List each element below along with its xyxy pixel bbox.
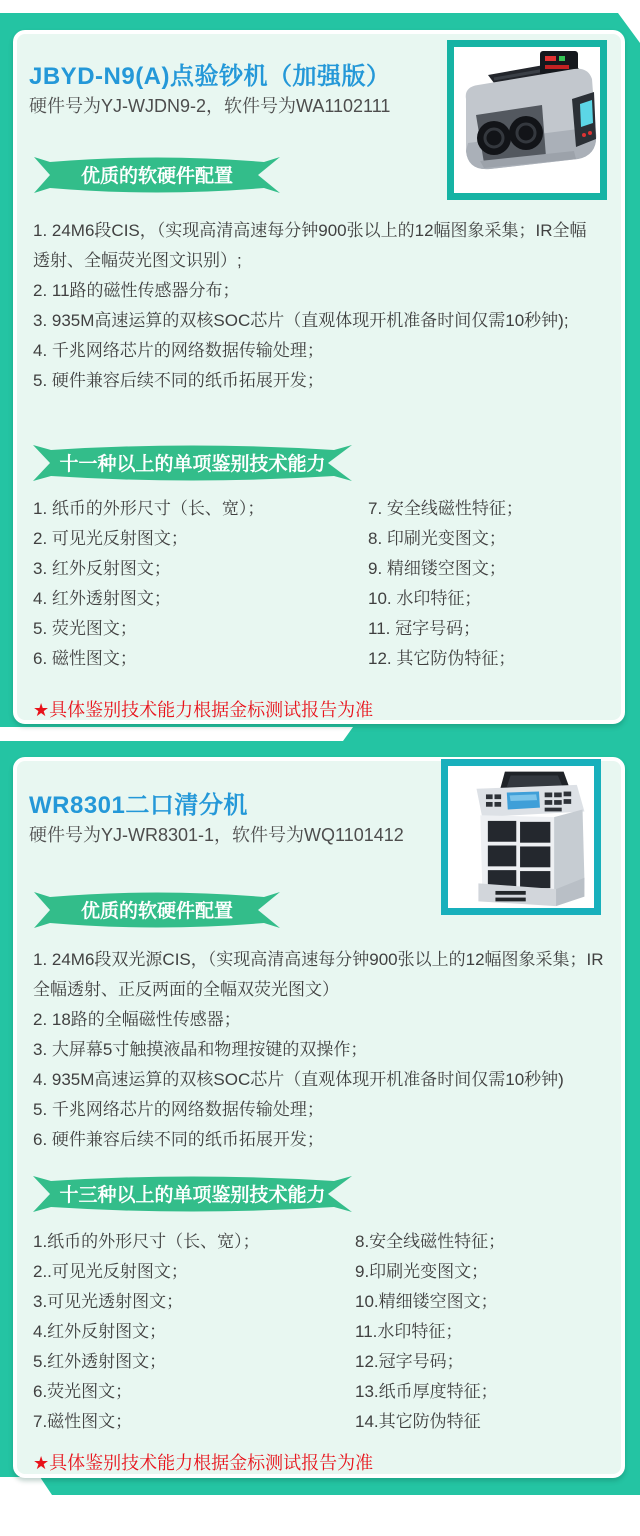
list-item: 14.其它防伪特征 (355, 1412, 481, 1431)
product-photo-frame (447, 40, 607, 200)
list-item: 4.红外反射图文； (33, 1322, 167, 1341)
list-item: 10.精细镂空图文； (355, 1292, 498, 1311)
config-ribbon (32, 152, 282, 198)
config-list (33, 945, 607, 1155)
currency-sorter-image (448, 766, 594, 908)
product-title: WR8301二口清分机 (29, 792, 248, 819)
tech-list-left (33, 1227, 355, 1437)
config-list (33, 216, 595, 396)
tech-ribbon-label: 十一种以上的单项鉴别技术能力 (59, 453, 326, 475)
list-item: 6.荧光图文； (33, 1382, 133, 1401)
list-item: 4. 935M高速运算的双核SOC芯片（直观体现开机准备时间仅需10秒钟) (33, 1070, 564, 1089)
list-item: 2. 11路的磁性传感器分布； (33, 281, 240, 300)
tech-ribbon (31, 440, 354, 486)
list-item: 6. 磁性图文； (33, 649, 137, 668)
list-item: 5. 荧光图文； (33, 619, 137, 638)
list-item: 5.红外透射图文； (33, 1352, 167, 1371)
tech-columns (33, 494, 605, 674)
list-item: 9. 精细镂空图文； (368, 559, 506, 578)
list-item: 1. 纸币的外形尺寸（长、宽）； (33, 499, 265, 518)
list-item: 7. 安全线磁性特征； (368, 499, 523, 518)
white-slash-divider (0, 727, 353, 741)
config-ribbon-label: 优质的软硬件配置 (80, 165, 233, 187)
list-item: 9.印刷光变图文； (355, 1262, 489, 1281)
tech-list-right (368, 494, 605, 674)
list-item: 7.磁性图文； (33, 1412, 133, 1431)
list-item: 1. 24M6段CIS，（实现高清高速每分钟900张以上的12幅图象采集；IR全幅透射、全幅荧光图文识别）; (33, 221, 587, 270)
list-item: 5. 千兆网络芯片的网络数据传输处理； (33, 1100, 324, 1119)
list-item: 12.冠字号码； (355, 1352, 464, 1371)
list-item: 3.可见光透射图文； (33, 1292, 184, 1311)
tech-columns (33, 1227, 605, 1437)
product-subtitle: 硬件号为YJ-WR8301-1，软件号为WQ1101412 (29, 825, 404, 845)
list-item: 6. 硬件兼容后续不同的纸币拓展开发； (33, 1130, 324, 1149)
tech-list-right (355, 1227, 605, 1437)
tech-list-left (33, 494, 368, 674)
tech-ribbon (31, 1171, 354, 1217)
banknote-counter-image (454, 47, 600, 193)
list-item: 1.纸币的外形尺寸（长、宽）； (33, 1232, 260, 1251)
list-item: 13.纸币厚度特征； (355, 1382, 498, 1401)
product-subtitle: 硬件号为YJ-WJDN9-2，软件号为WA1102111 (29, 96, 391, 116)
list-item: 2..可见光反射图文； (33, 1262, 188, 1281)
list-item: 4. 千兆网络芯片的网络数据传输处理； (33, 341, 324, 360)
tech-ribbon-label: 十三种以上的单项鉴别技术能力 (59, 1184, 326, 1206)
product-card-1 (13, 30, 625, 724)
list-item: 11. 冠字号码； (368, 619, 481, 638)
config-ribbon-label: 优质的软硬件配置 (80, 900, 233, 922)
config-ribbon (32, 887, 282, 933)
list-item: 11.水印特征； (355, 1322, 463, 1341)
list-item: 1. 24M6段双光源CIS，（实现高清高速每分钟900张以上的12幅图象采集；IR全幅透射、正反两面的全幅双荧光图文） (33, 950, 604, 999)
product-title: JBYD-N9(A)点验钞机（加强版） (29, 63, 391, 90)
product-card-2 (13, 757, 625, 1478)
disclaimer-note: ★具体鉴别技术能力根据金标测试报告为准 (33, 700, 374, 720)
disclaimer-note: ★具体鉴别技术能力根据金标测试报告为准 (33, 1453, 374, 1473)
list-item: 5. 硬件兼容后续不同的纸币拓展开发； (33, 371, 324, 390)
list-item: 3. 红外反射图文； (33, 559, 171, 578)
list-item: 8.安全线磁性特征； (355, 1232, 506, 1251)
list-item: 2. 18路的全幅磁性传感器； (33, 1010, 241, 1029)
list-item: 3. 935M高速运算的双核SOC芯片（直观体现开机准备时间仅需10秒钟); (33, 311, 569, 330)
list-item: 2. 可见光反射图文； (33, 529, 188, 548)
list-item: 8. 印刷光变图文； (368, 529, 506, 548)
list-item: 3. 大屏幕5寸触摸液晶和物理按键的双操作； (33, 1040, 368, 1059)
list-item: 4. 红外透射图文； (33, 589, 171, 608)
list-item: 12. 其它防伪特征； (368, 649, 516, 668)
list-item: 10. 水印特征； (368, 589, 482, 608)
product-photo-frame (441, 759, 601, 915)
